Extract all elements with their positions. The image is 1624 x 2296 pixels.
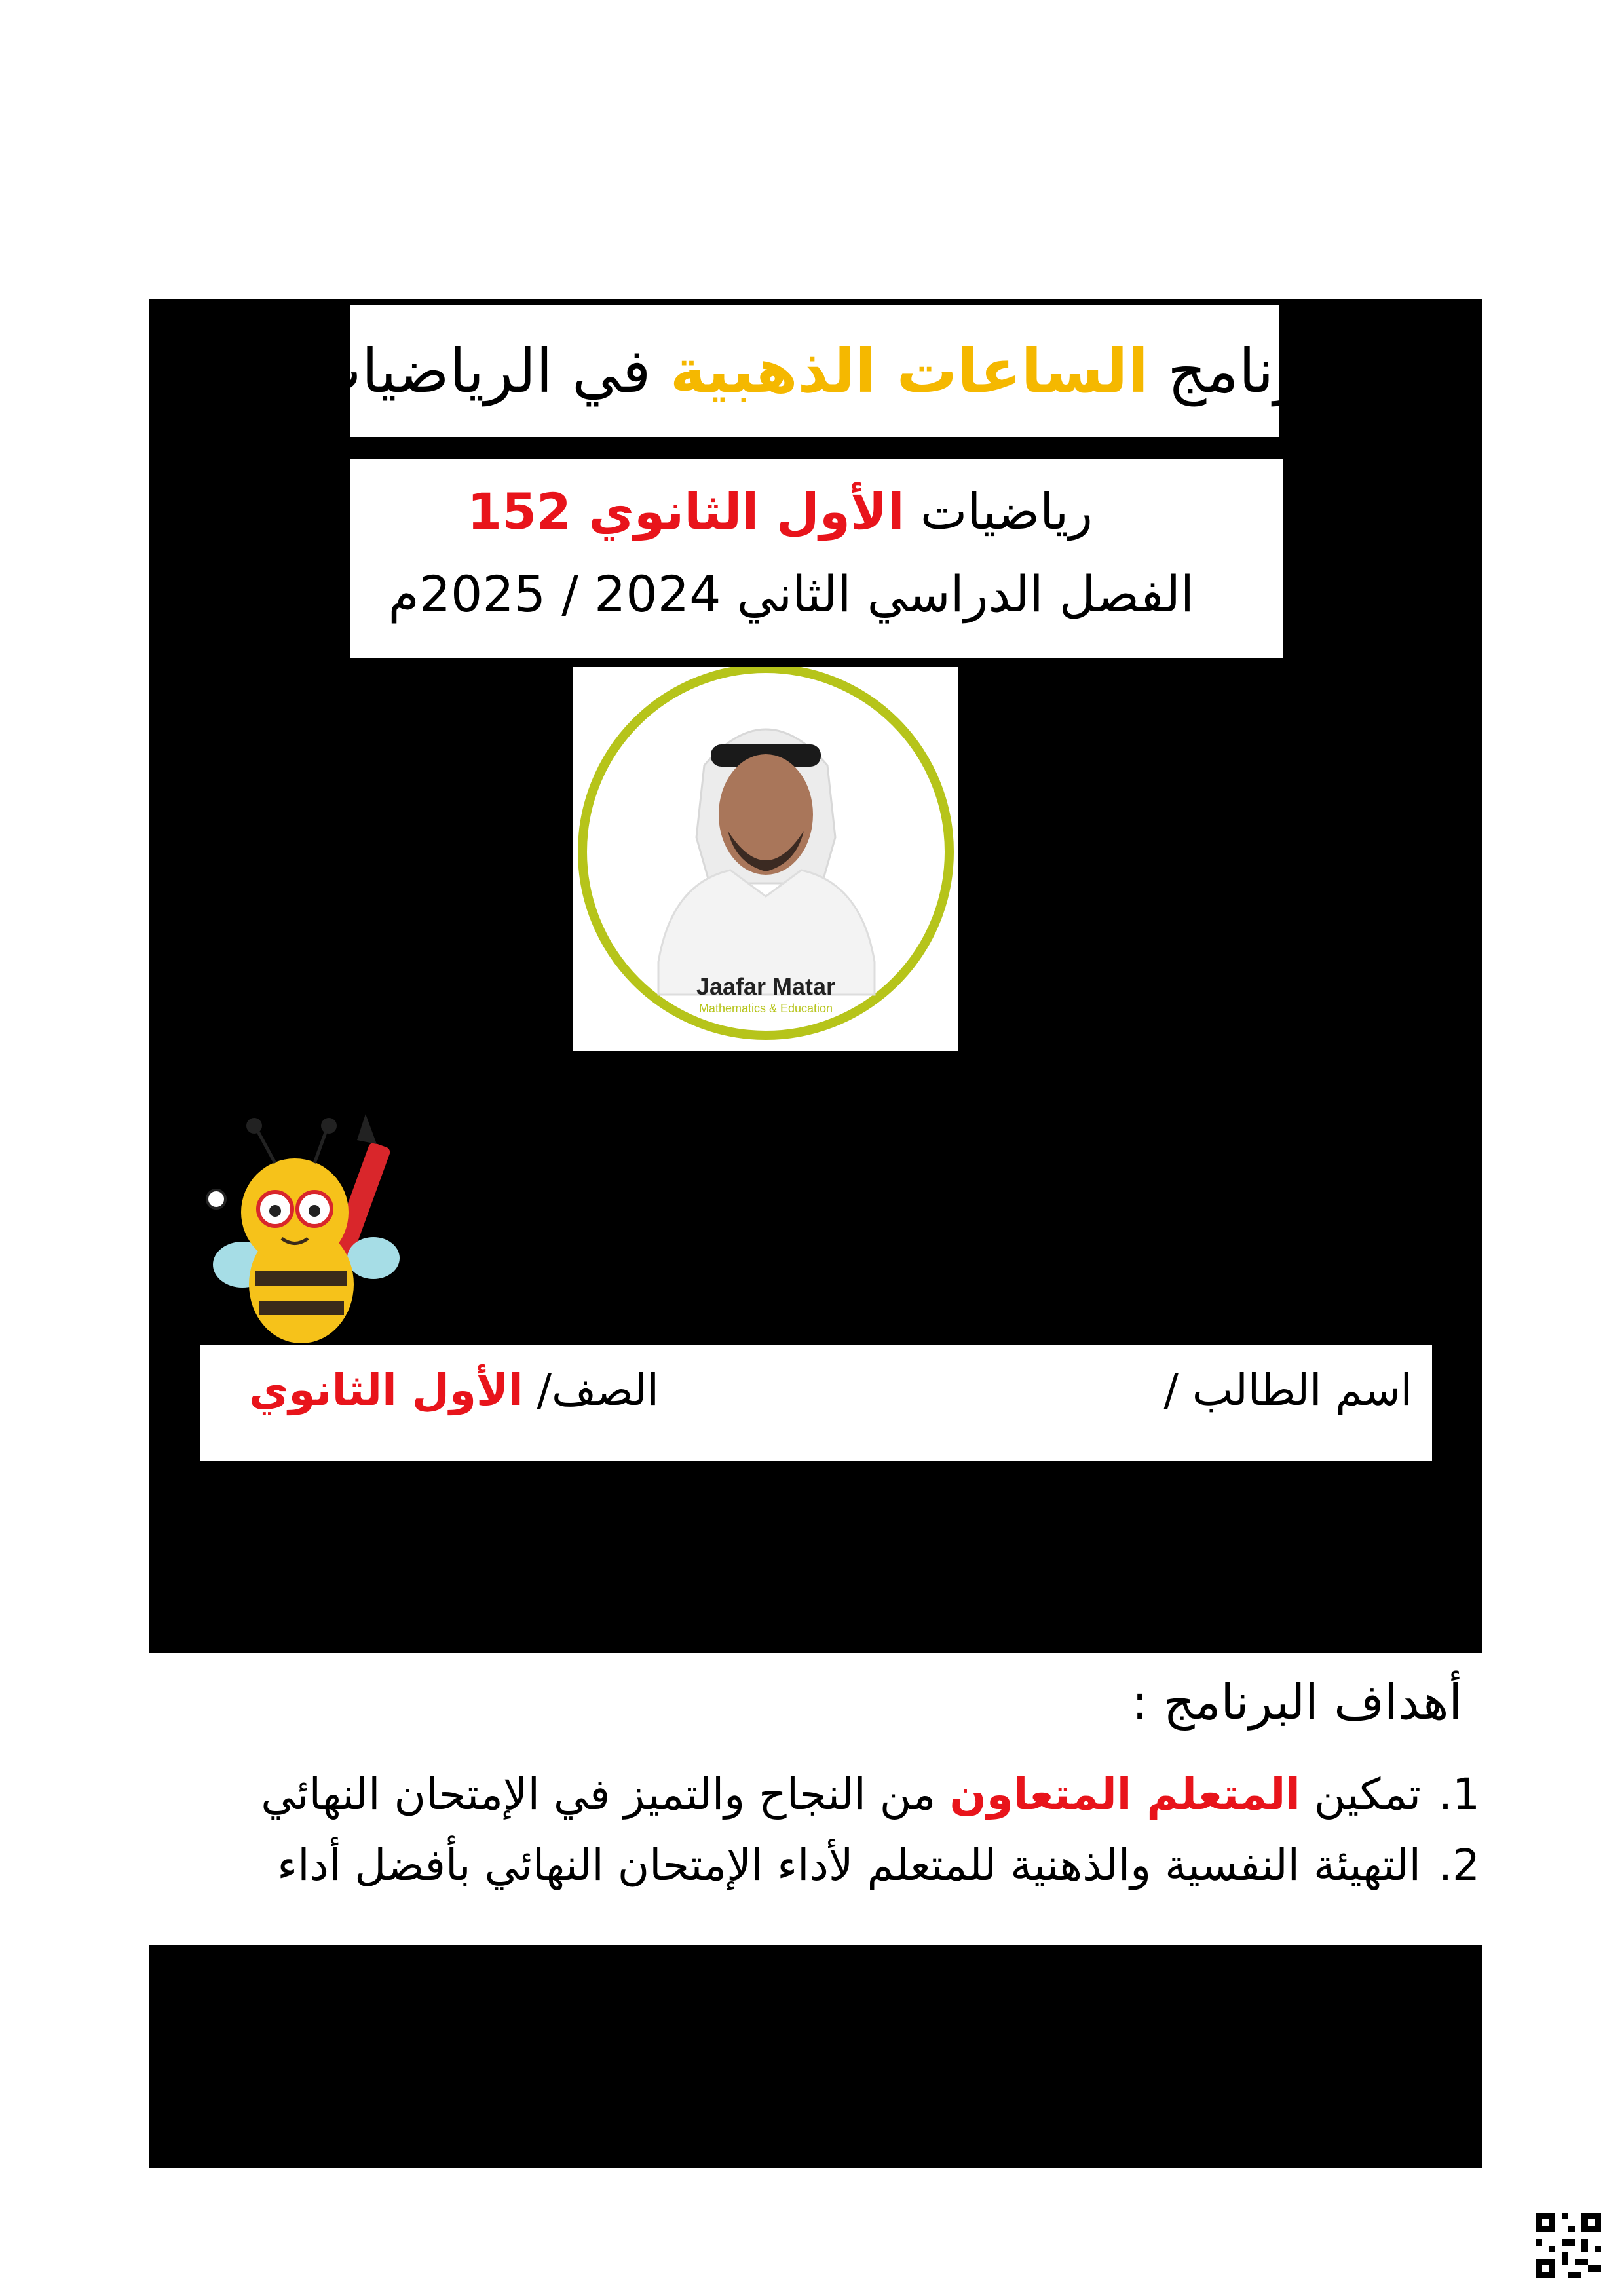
title-prefix: برنامج bbox=[1167, 335, 1324, 406]
subject-prefix: رياضيات bbox=[920, 482, 1093, 541]
title-highlight: الساعات الذهبية bbox=[670, 335, 1148, 406]
bee-pencil-icon bbox=[197, 1114, 419, 1350]
teacher-photo bbox=[573, 667, 958, 1051]
grade-line bbox=[249, 1365, 659, 1415]
goal-highlight: المتعلم المتعاون bbox=[949, 1769, 1300, 1820]
goals-title: أهداف البرنامج : bbox=[1131, 1674, 1462, 1731]
subject-line bbox=[467, 482, 1093, 541]
goal-item bbox=[261, 1769, 1480, 1820]
teacher-tagline: Mathematics & Education bbox=[698, 1002, 833, 1015]
goal-item bbox=[277, 1840, 1480, 1890]
subject-box bbox=[350, 459, 1283, 658]
footer-black-panel bbox=[149, 1945, 1482, 2168]
student-name-label: اسم الطالب / bbox=[1163, 1365, 1412, 1415]
subject-highlight: الأول الثانوي 152 bbox=[467, 482, 905, 541]
grade-label: الصف/ bbox=[537, 1365, 659, 1415]
goal-text-after: من النجاح والتميز في الإمتحان النهائي bbox=[261, 1769, 936, 1820]
program-title-box bbox=[305, 305, 1324, 437]
goal-number: 2. bbox=[1439, 1840, 1480, 1890]
goal-text: التهيئة النفسية والذهنية للمتعلم لأداء الإمتحان النهائي بأفضل أداء bbox=[277, 1840, 1421, 1890]
program-title bbox=[305, 336, 1324, 406]
student-info-box bbox=[200, 1345, 1432, 1461]
goal-text-before: تمكين bbox=[1313, 1769, 1421, 1820]
teacher-name: Jaafar Matar bbox=[696, 973, 836, 1000]
qr-code-icon bbox=[1536, 2213, 1601, 2278]
grade-value: الأول الثانوي bbox=[248, 1365, 523, 1415]
goal-number: 1. bbox=[1439, 1769, 1480, 1820]
term-line: الفصل الدراسي الثاني 2024 / 2025م bbox=[388, 565, 1194, 623]
title-suffix: في الرياضيات bbox=[305, 335, 651, 406]
